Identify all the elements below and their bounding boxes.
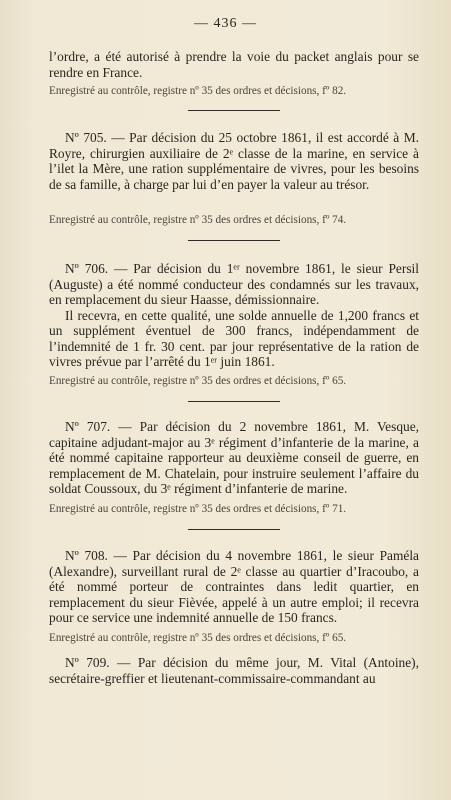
separator-rule	[188, 110, 280, 111]
registration-line: Enregistré au contrôle, registre nº 35 des ordres et décisions, fº 74.	[49, 214, 347, 226]
entry-709-text: Nº 709. — Par décision du même jour, M. Vital (Antoine), secrétaire-greffier et lieutenant-commissaire-commandant au	[49, 655, 419, 686]
separator-rule	[188, 529, 280, 530]
registration-line: Enregistré au contrôle, registre nº 35 des ordres et décisions, fº 65.	[49, 632, 347, 644]
separator-rule	[188, 401, 280, 402]
entry-705-text: Nº 705. — Par décision du 25 octobre 1861, il est accordé à M. Royre, chirurgien auxiliaire de 2ᵉ classe de la marine, en service à l’ilet la Mère, une ration supplémentaire de vivres, pour les besoins de sa famille, à charge par lui d’en payer la valeur au trésor.	[49, 130, 419, 192]
page-number: — 436 —	[194, 16, 257, 31]
entry-continuation-text: l’ordre, a été autorisé à prendre la voie du packet anglais pour se rendre en France.	[49, 49, 419, 80]
entry-708-text: Nº 708. — Par décision du 4 novembre 1861, le sieur Paméla (Alexandre), surveillant rural de 2ᵉ classe au quartier d’Iracoubo, a été nommé porteur de contraintes dans ledit quartier, en remplacement du sieur Fièvée, appelé à un autre emploi; il recevra pour ce service une indemnité annuelle de 150 francs.	[49, 548, 419, 625]
registration-line: Enregistré au contrôle, registre nº 35 des ordres et décisions, fº 71.	[49, 503, 347, 515]
separator-rule	[188, 240, 280, 241]
registration-line: Enregistré au contrôle, registre nº 35 des ordres et décisions, fº 82.	[49, 85, 347, 97]
entry-706-text: Nº 706. — Par décision du 1ᵉʳ novembre 1861, le sieur Persil (Auguste) a été nommé conducteur des condamnés sur les travaux, en remplacement du sieur Haasse, démissionnaire. Il recevra, en cette qualité, une solde annuelle de 1,200 francs et un supplément éventuel de 300 francs, indépendamment de l’indemnité de 1 fr. 30 cent. par jour représentative de la ration de vivres prévue par l’arrêté du 1ᵉʳ juin 1861.	[49, 261, 419, 369]
entry-707-text: Nº 707. — Par décision du 2 novembre 1861, M. Vesque, capitaine adjudant-major au 3ᵉ régiment d’infanterie de la marine, a été nommé capitaine rapporteur au deuxième conseil de guerre, en remplacement de M. Chatelain, pour instruire seulement l’affaire du soldat Coussoux, du 3ᵉ régiment d’infanterie de marine.	[49, 419, 419, 496]
registration-line: Enregistré au contrôle, registre nº 35 des ordres et décisions, fº 65.	[49, 375, 347, 387]
